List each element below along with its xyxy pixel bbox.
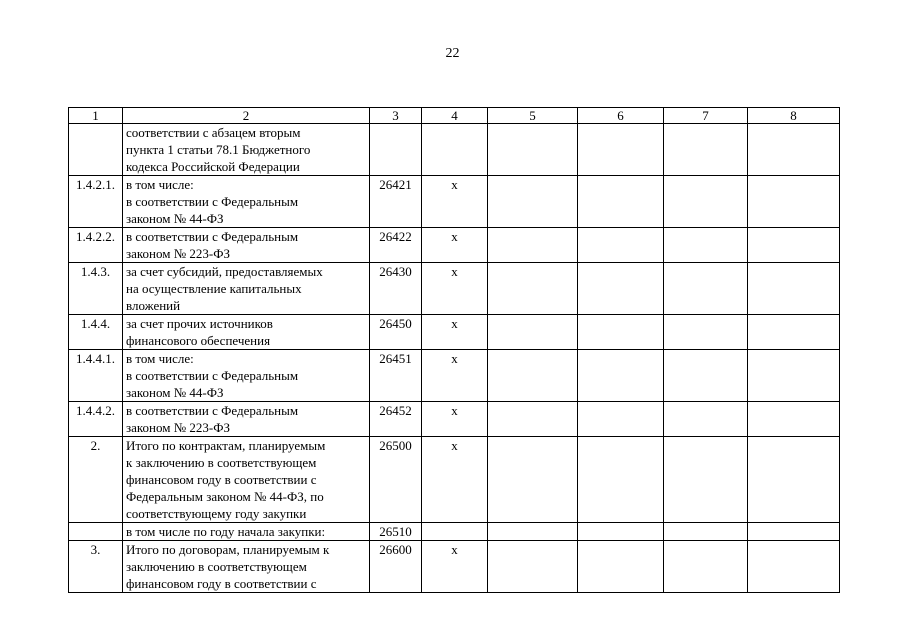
row-code-cell: 26452 (370, 402, 422, 437)
description-line: Итого по контрактам, планируемым (126, 438, 326, 453)
row-description-cell (123, 315, 370, 350)
empty-cell-col8 (748, 124, 840, 176)
row-col4-cell: х (422, 315, 488, 350)
empty-cell-col7 (664, 541, 748, 593)
empty-cell-col5 (488, 402, 578, 437)
description-line: в том числе: (126, 177, 194, 192)
description-line: законом № 44-ФЗ (126, 211, 224, 226)
row-number-cell: 1.4.4. (69, 315, 123, 350)
empty-cell-col6 (578, 402, 664, 437)
row-code-cell: 26600 (370, 541, 422, 593)
description-line: законом № 223-ФЗ (126, 246, 231, 261)
row-number-cell: 2. (69, 437, 123, 523)
row-col4-cell (422, 124, 488, 176)
empty-cell-col6 (578, 350, 664, 402)
row-col4-cell (422, 523, 488, 541)
empty-cell-col5 (488, 176, 578, 228)
row-number-cell (69, 124, 123, 176)
description-line: к заключению в соответствующем (126, 455, 317, 470)
empty-cell-col5 (488, 350, 578, 402)
empty-cell-col8 (748, 228, 840, 263)
table-row (69, 350, 840, 402)
header-cell: 7 (664, 108, 748, 124)
row-col4-cell: х (422, 228, 488, 263)
row-description-cell (123, 437, 370, 523)
empty-cell-col7 (664, 315, 748, 350)
row-description-cell (123, 541, 370, 593)
row-col4-cell: х (422, 350, 488, 402)
empty-cell-col5 (488, 541, 578, 593)
page-number: 22 (445, 46, 460, 61)
empty-cell-col6 (578, 124, 664, 176)
empty-cell-col5 (488, 523, 578, 541)
empty-cell-col8 (748, 402, 840, 437)
row-description-cell (123, 124, 370, 176)
row-number-cell: 1.4.2.1. (69, 176, 123, 228)
table-row (69, 124, 840, 176)
empty-cell-col7 (664, 263, 748, 315)
empty-cell-col5 (488, 263, 578, 315)
empty-cell-col8 (748, 523, 840, 541)
description-line: за счет субсидий, предоставляемых (126, 264, 323, 279)
empty-cell-col6 (578, 263, 664, 315)
budget-table (68, 107, 840, 593)
description-line: финансовом году в соответствии с (126, 472, 317, 487)
empty-cell-col7 (664, 523, 748, 541)
row-number-cell: 3. (69, 541, 123, 593)
table-row (69, 263, 840, 315)
empty-cell-col7 (664, 176, 748, 228)
header-cell: 8 (748, 108, 840, 124)
description-line: в соответствии с Федеральным (126, 368, 299, 383)
empty-cell-col7 (664, 228, 748, 263)
row-code-cell: 26500 (370, 437, 422, 523)
row-code-cell (370, 124, 422, 176)
row-code-cell: 26510 (370, 523, 422, 541)
description-line: в том числе: (126, 351, 194, 366)
description-line: в соответствии с Федеральным (126, 403, 299, 418)
row-number-cell: 1.4.2.2. (69, 228, 123, 263)
table-row (69, 437, 840, 523)
empty-cell-col7 (664, 124, 748, 176)
description-line: в том числе по году начала закупки: (126, 524, 326, 539)
empty-cell-col6 (578, 228, 664, 263)
empty-cell-col6 (578, 437, 664, 523)
row-code-cell: 26451 (370, 350, 422, 402)
table-row (69, 176, 840, 228)
empty-cell-col7 (664, 437, 748, 523)
row-code-cell: 26422 (370, 228, 422, 263)
description-line: в соответствии с Федеральным (126, 194, 299, 209)
empty-cell-col7 (664, 402, 748, 437)
header-cell: 2 (123, 108, 370, 124)
row-description-cell (123, 228, 370, 263)
row-description-cell (123, 176, 370, 228)
description-line: за счет прочих источников (126, 316, 273, 331)
row-col4-cell: х (422, 541, 488, 593)
table-row (69, 541, 840, 593)
row-code-cell: 26430 (370, 263, 422, 315)
description-line: законом № 44-ФЗ (126, 385, 224, 400)
row-col4-cell: х (422, 437, 488, 523)
empty-cell-col8 (748, 315, 840, 350)
description-line: Федеральным законом № 44-ФЗ, по (126, 489, 324, 504)
table-row (69, 315, 840, 350)
row-description-cell (123, 263, 370, 315)
description-line: в соответствии с Федеральным (126, 229, 299, 244)
empty-cell-col5 (488, 315, 578, 350)
row-col4-cell: х (422, 263, 488, 315)
empty-cell-col7 (664, 350, 748, 402)
description-line: вложений (126, 298, 181, 313)
empty-cell-col5 (488, 228, 578, 263)
empty-cell-col8 (748, 263, 840, 315)
empty-cell-col8 (748, 350, 840, 402)
empty-cell-col8 (748, 176, 840, 228)
description-line: заключению в соответствующем (126, 559, 307, 574)
table-row (69, 523, 840, 541)
row-code-cell: 26450 (370, 315, 422, 350)
empty-cell-col6 (578, 523, 664, 541)
empty-cell-col6 (578, 176, 664, 228)
header-cell: 4 (422, 108, 488, 124)
description-line: пункта 1 статьи 78.1 Бюджетного (126, 142, 311, 157)
table-row (69, 228, 840, 263)
header-cell: 6 (578, 108, 664, 124)
row-number-cell: 1.4.4.2. (69, 402, 123, 437)
header-row (69, 108, 840, 124)
row-description-cell (123, 350, 370, 402)
description-line: кодекса Российской Федерации (126, 159, 300, 174)
table-row (69, 402, 840, 437)
row-number-cell (69, 523, 123, 541)
row-description-cell (123, 402, 370, 437)
description-line: на осуществление капитальных (126, 281, 302, 296)
description-line: финансового обеспечения (126, 333, 271, 348)
description-line: финансовом году в соответствии с (126, 576, 317, 591)
empty-cell-col5 (488, 124, 578, 176)
empty-cell-col8 (748, 437, 840, 523)
header-cell: 3 (370, 108, 422, 124)
row-description-cell (123, 523, 370, 541)
empty-cell-col6 (578, 541, 664, 593)
description-line: соответствующему году закупки (126, 506, 307, 521)
row-code-cell: 26421 (370, 176, 422, 228)
header-cell: 1 (69, 108, 123, 124)
description-line: соответствии с абзацем вторым (126, 125, 301, 140)
header-cell: 5 (488, 108, 578, 124)
description-line: Итого по договорам, планируемым к (126, 542, 330, 557)
row-number-cell: 1.4.4.1. (69, 350, 123, 402)
description-line: законом № 223-ФЗ (126, 420, 231, 435)
row-col4-cell: х (422, 176, 488, 228)
empty-cell-col6 (578, 315, 664, 350)
empty-cell-col8 (748, 541, 840, 593)
empty-cell-col5 (488, 437, 578, 523)
row-number-cell: 1.4.3. (69, 263, 123, 315)
row-col4-cell: х (422, 402, 488, 437)
